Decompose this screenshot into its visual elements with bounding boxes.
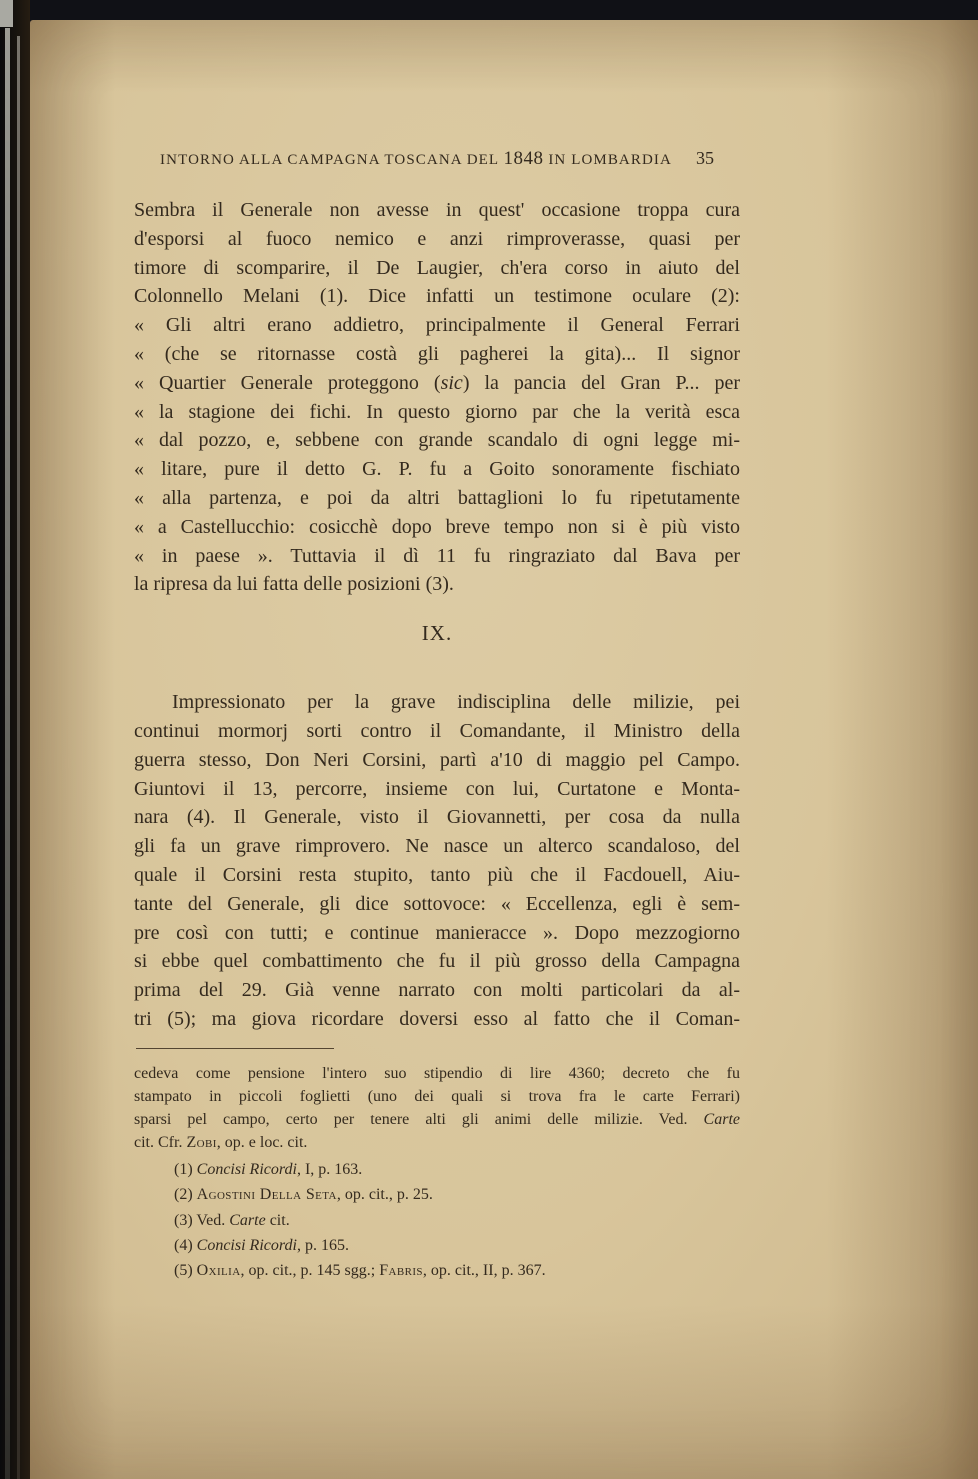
text-line bbox=[134, 1182, 740, 1207]
text-segment: Zobi bbox=[186, 1133, 217, 1151]
text-line: Giuntovi il 13, percorre, insieme con lui, Curtatone e Monta- bbox=[134, 777, 740, 800]
text-line: guerra stesso, Don Neri Corsini, partì a'10 di maggio pel Campo. bbox=[134, 748, 740, 771]
text-line: Sembra il Generale non avesse in quest' occasione troppa cura bbox=[134, 199, 740, 221]
text-segment: , op. e loc. cit. bbox=[216, 1133, 308, 1151]
text-line: tri (5); ma giova ricordare doversi esso al fatto che il Coman- bbox=[134, 1007, 740, 1030]
text-line: continui mormorj sorti contro il Comandante, il Ministro della bbox=[134, 719, 740, 742]
text-segment: ) la pancia del Gran P... per bbox=[462, 371, 740, 394]
text-line: « Gli altri erano addietro, principalmente il General Ferrari bbox=[134, 314, 740, 337]
running-header-title bbox=[160, 148, 672, 170]
text-line: « a Castellucchio: cosicchè dopo breve tempo non si è più visto bbox=[134, 515, 740, 538]
text-line: tante del Generale, gli dice sottovoce: « Eccellenza, egli è sem- bbox=[134, 892, 740, 915]
text-line: quale il Corsini resta stupito, tanto più che il Facdouell, Aiu- bbox=[134, 863, 740, 886]
text-line: cedeva come pensione l'intero suo stipendio di lire 4360; decreto che fu bbox=[134, 1064, 740, 1082]
text-segment: « Quartier Generale proteggono ( bbox=[134, 371, 441, 394]
text-segment: Carte bbox=[703, 1110, 740, 1128]
text-line: « in paese ». Tuttavia il dì 11 fu ringraziato dal Bava per bbox=[134, 544, 740, 567]
text-segment: INTORNO ALLA CAMPAGNA TOSCANA DEL bbox=[160, 152, 504, 168]
text-line bbox=[134, 1157, 740, 1182]
text-segment: (2) bbox=[174, 1186, 197, 1204]
text-segment: Agostini Della Seta bbox=[196, 1186, 337, 1204]
text-line: « alla partenza, e poi da altri battaglioni lo fu ripetutamente bbox=[134, 486, 740, 509]
text-segment: 1848 bbox=[503, 148, 544, 169]
text-segment: Oxilia bbox=[196, 1262, 241, 1280]
text-line: gli fa un grave rimprovero. Ne nasce un alterco scandaloso, del bbox=[134, 835, 740, 858]
running-header bbox=[134, 148, 740, 170]
paragraph-section-nine bbox=[134, 688, 740, 1034]
text-line: « dal pozzo, e, sebbene con grande scandalo di ogni legge mi- bbox=[134, 429, 740, 452]
text-line bbox=[134, 1108, 740, 1131]
footnote-list bbox=[134, 1157, 740, 1284]
text-segment: (4) bbox=[174, 1236, 197, 1254]
text-line: Impressionato per la grave indisciplina delle milizie, pei bbox=[172, 691, 740, 714]
text-line: « litare, pure il detto G. P. fu a Goito sonoramente fischiato bbox=[134, 458, 740, 481]
text-line: la ripresa da lui fatta delle posizioni (3). bbox=[134, 573, 454, 596]
text-segment: , op. cit., p. 145 sgg.; bbox=[240, 1262, 380, 1280]
text-segment: (3) Ved. bbox=[174, 1211, 230, 1229]
book-corner-highlight bbox=[0, 0, 13, 27]
text-line: « (che se ritornasse costà gli pagherei la gita)... Il signor bbox=[134, 342, 740, 365]
text-line bbox=[134, 1208, 740, 1233]
text-line bbox=[134, 369, 740, 398]
text-segment: , op. cit., p. 25. bbox=[336, 1186, 433, 1204]
page-number: 35 bbox=[695, 148, 714, 168]
text-line: si ebbe quel combattimento che fu il più grosso della Campagna bbox=[134, 950, 740, 973]
text-line: timore di scomparire, il De Laugier, ch'era corso in aiuto del bbox=[134, 256, 740, 279]
text-segment: cit. Cfr. bbox=[134, 1133, 187, 1151]
text-segment: Carte bbox=[229, 1211, 266, 1229]
page-stack-edge bbox=[5, 28, 10, 1479]
text-line bbox=[134, 1233, 740, 1258]
text-line: « la stagione dei fichi. In questo giorno par che la verità esca bbox=[134, 400, 740, 423]
text-segment: Fabris bbox=[379, 1262, 423, 1280]
text-line: nara (4). Il Generale, visto il Giovannetti, per cosa da nulla bbox=[134, 806, 740, 829]
text-segment: sparsi pel campo, certo per tenere alti gli animi delle milizie. Ved. bbox=[134, 1110, 704, 1128]
text-line: stampato in piccoli foglietti (uno dei quali si trova fra le carte Ferrari) bbox=[134, 1087, 740, 1105]
text-segment: Concisi Ricordi bbox=[196, 1236, 297, 1254]
text-line: pre così con tutti; e continue manieracce ». Dopo mezzogiorno bbox=[134, 921, 740, 944]
footnote-continuation bbox=[134, 1062, 740, 1154]
book-binding-edge bbox=[0, 0, 30, 1479]
text-segment: , I, p. 163. bbox=[296, 1160, 363, 1178]
text-line: Colonnello Melani (1). Dice infatti un testimone oculare (2): bbox=[134, 285, 740, 308]
text-segment: (1) bbox=[174, 1160, 197, 1178]
page-content bbox=[134, 148, 740, 1284]
page-stack-edge bbox=[17, 36, 20, 1479]
paragraph-quote-general bbox=[134, 196, 740, 599]
book-page bbox=[30, 20, 978, 1479]
text-segment: sic bbox=[440, 371, 463, 394]
text-line bbox=[134, 1131, 740, 1154]
text-segment: , p. 165. bbox=[296, 1236, 349, 1254]
text-segment: IN LOMBARDIA bbox=[543, 152, 672, 168]
text-segment: Concisi Ricordi bbox=[196, 1160, 297, 1178]
text-segment: (5) bbox=[174, 1262, 197, 1280]
text-segment: , op. cit., II, p. 367. bbox=[422, 1262, 546, 1280]
section-heading: IX. bbox=[421, 621, 453, 646]
text-line: prima del 29. Già venne narrato con molti particolari da al- bbox=[134, 979, 740, 1002]
footnote-separator-rule bbox=[136, 1048, 334, 1049]
text-segment: cit. bbox=[265, 1211, 290, 1229]
text-line: d'esporsi al fuoco nemico e anzi rimproverasse, quasi per bbox=[134, 227, 740, 250]
text-line bbox=[134, 1258, 740, 1283]
